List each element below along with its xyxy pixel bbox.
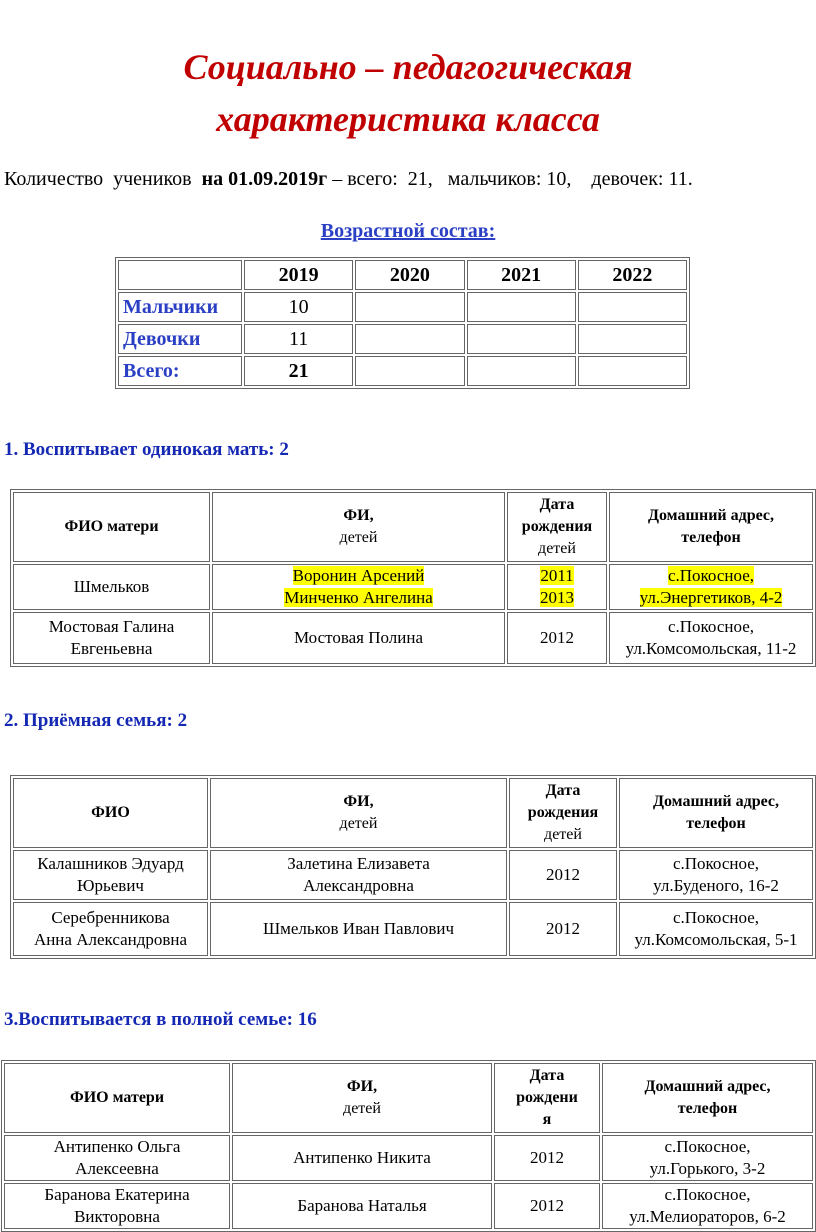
address-line: ул.Буденого, 16-2 [653, 876, 779, 895]
header-text: детей [343, 1100, 381, 1117]
header-text: детей [538, 540, 576, 557]
address-line: с.Покосное, [672, 854, 760, 873]
date-cell [509, 902, 617, 956]
count-prefix: Количество учеников [4, 168, 202, 190]
year-header: 2020 [355, 260, 464, 290]
parent-name: Калашников Эдуард [37, 854, 184, 873]
address-line: с.Покосное, [664, 1137, 751, 1156]
header-text: Дата [545, 782, 581, 799]
student-count [4, 168, 693, 191]
table-row [4, 1135, 813, 1181]
header-text: детей [339, 815, 378, 832]
header-cell [212, 492, 505, 562]
child-name: Шмельков Иван Павлович [262, 919, 455, 938]
age-table [115, 257, 690, 389]
child-name: Залетина Елизавета [287, 854, 430, 873]
header-cell [13, 492, 210, 562]
header-cell [4, 1063, 230, 1133]
child-cell [210, 850, 507, 900]
year-header: 2022 [578, 260, 687, 290]
address-line: ул.Энергетиков, 4-2 [639, 588, 783, 607]
child-cell [232, 1183, 492, 1229]
parent-name: Викторовна [74, 1207, 160, 1226]
table-row [4, 1183, 813, 1229]
parent-cell [13, 902, 208, 956]
parent-name: Серебренникова [51, 908, 170, 927]
table-cell: 21 [244, 356, 353, 386]
row-label: Мальчики [118, 292, 242, 322]
parent-name: Юрьевич [77, 876, 144, 895]
parent-cell [13, 564, 210, 610]
table-header-row [4, 1063, 813, 1133]
table-header-row [13, 778, 813, 848]
child-name: Воронин Арсений [292, 566, 425, 585]
header-cell [210, 778, 507, 848]
birth-year: 2012 [530, 1196, 564, 1215]
header-text: детей [339, 529, 378, 546]
year-header: 2021 [467, 260, 576, 290]
parent-name: Евгеньевна [70, 639, 153, 658]
parent-cell [4, 1183, 230, 1229]
address-line: ул.Комсомольская, 11-2 [625, 639, 797, 658]
header-text: рождения [527, 804, 599, 821]
address-cell [602, 1135, 813, 1181]
table-row [13, 612, 813, 664]
header-text: Дата [529, 1067, 565, 1084]
header-cell [494, 1063, 600, 1133]
section-1-table [10, 489, 816, 667]
table-cell [578, 324, 687, 354]
header-text: ФИ, [343, 793, 374, 810]
header-text: рождени [516, 1089, 578, 1106]
count-date: на 01.09.2019г [201, 168, 328, 190]
header-text: я [542, 1111, 552, 1128]
page-title-line-1: Социально – педагогическая [183, 47, 633, 87]
header-text: рождения [521, 518, 593, 535]
header-text: Домашний адрес, [644, 1078, 771, 1095]
parent-cell [13, 612, 210, 664]
address-line: с.Покосное, [664, 1185, 751, 1204]
table-header-row [13, 492, 813, 562]
date-cell [494, 1135, 600, 1181]
header-text: ФИО [91, 804, 130, 821]
header-text: ФИО матери [69, 1089, 165, 1106]
header-cell [232, 1063, 492, 1133]
child-name: Антипенко Никита [293, 1148, 431, 1167]
header-cell [619, 778, 813, 848]
table-cell [578, 292, 687, 322]
header-text: Дата [539, 496, 575, 513]
table-cell [355, 324, 464, 354]
header-text: телефон [677, 1100, 738, 1117]
section-2-heading: 2. Приёмная семья: 2 [4, 710, 188, 731]
header-text: ФИ, [346, 1078, 378, 1095]
address-line: ул.Мелиораторов, 6-2 [629, 1207, 786, 1226]
table-cell: 11 [244, 324, 353, 354]
birth-year: 2012 [530, 1148, 564, 1167]
address-cell [609, 612, 813, 664]
table-cell [467, 324, 576, 354]
address-cell [609, 564, 813, 610]
date-cell [494, 1183, 600, 1229]
table-row [13, 564, 813, 610]
child-name: Минченко Ангелина [284, 588, 433, 607]
address-line: с.Покосное, [667, 566, 755, 585]
section-3-heading: 3.Воспитывается в полной семье: 16 [4, 1009, 317, 1030]
page-title-line-2: характеристика класса [216, 99, 600, 139]
parent-name: Алексеевна [75, 1159, 159, 1178]
row-label: Девочки [118, 324, 242, 354]
header-cell [609, 492, 813, 562]
table-row [118, 260, 687, 290]
header-cell [509, 778, 617, 848]
table-cell [118, 260, 242, 290]
parent-cell [13, 850, 208, 900]
birth-year: 2013 [540, 588, 574, 607]
table-row [118, 356, 687, 386]
parent-name: Баранова Екатерина [44, 1185, 190, 1204]
parent-name: Антипенко Ольга [53, 1137, 181, 1156]
header-cell [507, 492, 607, 562]
child-name: Мостовая Полина [293, 628, 424, 647]
birth-year: 2012 [546, 865, 580, 884]
age-heading: Возрастной состав: [320, 220, 496, 242]
table-cell [578, 356, 687, 386]
count-rest: – всего: 21, мальчиков: 10, девочек: 11. [327, 168, 693, 190]
header-text: детей [544, 826, 582, 843]
birth-year: 2012 [540, 628, 574, 647]
table-cell [355, 292, 464, 322]
parent-name: Мостовая Галина [48, 617, 175, 636]
parent-name: Анна Александровна [33, 930, 188, 949]
header-text: телефон [681, 529, 741, 546]
header-text: Домашний адрес, [652, 793, 780, 810]
section-1-heading: 1. Воспитывает одинокая мать: 2 [4, 439, 289, 460]
address-line: ул.Горького, 3-2 [649, 1159, 766, 1178]
header-text: ФИ, [343, 507, 374, 524]
child-cell [210, 902, 507, 956]
header-text: Домашний адрес, [647, 507, 775, 524]
row-label: Всего: [118, 356, 242, 386]
date-cell [507, 564, 607, 610]
address-cell [619, 902, 813, 956]
table-row [13, 850, 813, 900]
address-line: с.Покосное, [667, 617, 755, 636]
date-cell [507, 612, 607, 664]
date-cell [509, 850, 617, 900]
table-row [13, 902, 813, 956]
child-name: Баранова Наталья [297, 1196, 427, 1215]
parent-cell [4, 1135, 230, 1181]
birth-year: 2012 [546, 919, 580, 938]
address-cell [602, 1183, 813, 1229]
child-cell [232, 1135, 492, 1181]
table-row [118, 324, 687, 354]
section-3-table [1, 1060, 816, 1232]
child-cell [212, 564, 505, 610]
birth-year: 2011 [540, 566, 574, 585]
year-header: 2019 [244, 260, 353, 290]
table-cell: 10 [244, 292, 353, 322]
child-name: Александровна [303, 876, 414, 895]
header-text: телефон [686, 815, 746, 832]
table-cell [355, 356, 464, 386]
address-cell [619, 850, 813, 900]
address-line: ул.Комсомольская, 5-1 [634, 930, 798, 949]
parent-name: Шмельков [73, 577, 150, 596]
address-line: с.Покосное, [672, 908, 760, 927]
table-cell [467, 292, 576, 322]
header-cell [13, 778, 208, 848]
table-row [118, 292, 687, 322]
header-text: ФИО матери [64, 518, 159, 535]
section-2-table [10, 775, 816, 959]
child-cell [212, 612, 505, 664]
table-cell [467, 356, 576, 386]
header-cell [602, 1063, 813, 1133]
